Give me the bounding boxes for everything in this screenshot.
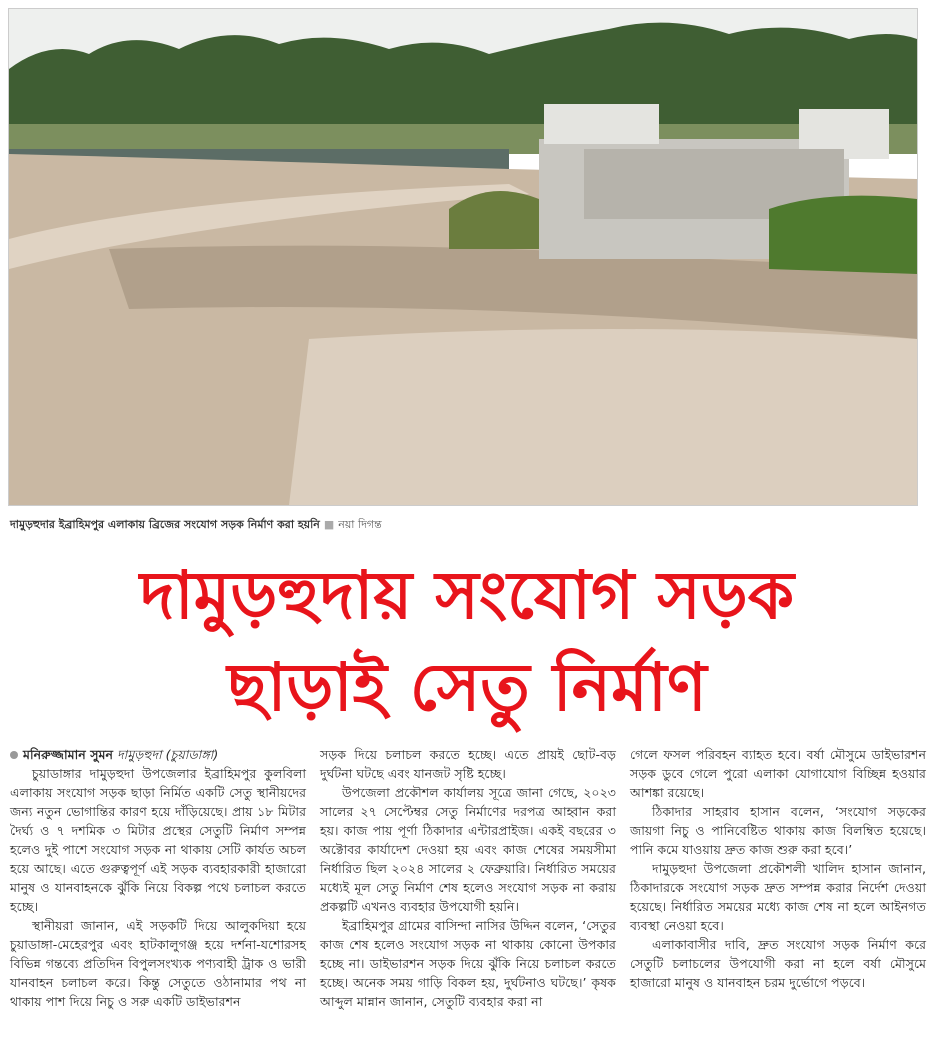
paragraph: ঠিকাদার সাহরাব হাসান বলেন, ‘সংযোগ সড়কের জায়গা নিচু ও পানিবেষ্টিত থাকায় কাজ বিলম্বিত হয়েছে। পানি কমে যাওয়ায় দ্রুত কাজ শুরু করা হবে।’ — [630, 804, 926, 857]
caption-text: দামুড়হুদার ইব্রাহিমপুর এলাকায় ব্রিজের সংযোগ সড়ক নির্মাণ করা হয়নি — [10, 518, 320, 531]
byline-place: দামুড়হুদা (চুয়াডাঙ্গা) — [117, 747, 219, 762]
byline-author: মনিরুজ্জামান সুমন — [23, 747, 114, 762]
bridge-photo-illustration — [9, 9, 917, 505]
paragraph: চুয়াডাঙ্গার দামুড়হুদা উপজেলার ইব্রাহিমপুর কুলবিলা এলাকায় সংযোগ সড়ক ছাড়া নির্মিত একটি সেতু স্থানীয়দের জন্য নতুন ভোগান্তির কারণ হয়ে দাঁড়িয়েছে। প্রায় ১৮ মিটার দৈর্ঘ্য ও ৭ দশমিক ৩ মিটার প্রস্থের সেতুটি নির্মাণ সম্পন্ন হলেও দুই পাশে সংযোগ সড়ক না থাকায় সেটি কার্যত অচল হয়ে আছে। এতে গুরুত্বপূর্ণ এই সড়ক ব্যবহারকারী হাজারো মানুষ ও যানবাহনকে ঝুঁকি নিয়ে বিকল্প পথে চলাচল করতে হচ্ছে। — [10, 766, 306, 914]
article-body — [10, 745, 926, 1011]
byline — [10, 745, 306, 764]
paragraph: এলাকাবাসীর দাবি, দ্রুত সংযোগ সড়ক নির্মাণ করে সেতুটি চলাচলের উপযোগী করা না হলে বর্ষা মৌসুমে হাজারো মানুষ ও যানবাহন চরম দুর্ভোগে পড়বে। — [630, 937, 926, 990]
photo-credit: নয়া দিগন্ত — [338, 518, 382, 531]
paragraph: দামুড়হুদা উপজেলা প্রকৌশলী খালিদ হাসান জানান, ঠিকাদারকে সংযোগ সড়ক দ্রুত সম্পন্ন করার নির্দেশ দেওয়া হয়েছে। নির্ধারিত সময়ের মধ্যে কাজ শেষ না হলে আইনগত ব্যবস্থা নেওয়া হবে। — [630, 861, 926, 933]
news-photo — [8, 8, 918, 506]
headline-line-2: ছাড়াই সেতু নির্মাণ — [227, 649, 707, 726]
paragraph: ইব্রাহিমপুর গ্রামের বাসিন্দা নাসির উদ্দিন বলেন, ‘সেতুর কাজ শেষ হলেও সংযোগ সড়ক না থাকায় কোনো উপকার হচ্ছে না। ডাইভারশন সড়ক দিয়ে ঝুঁকি নিয়ে চলাচল করতে হচ্ছে। অনেক সময় গাড়ি বিকল হয়, দুর্ঘটনাও ঘটছে।’ কৃষক আব্দুল মান্নান জানান, সেতুটি ব্যবহার করা না — [320, 918, 616, 1009]
paragraph: উপজেলা প্রকৌশল কার্যালয় সূত্রে জানা গেছে, ২০২৩ সালের ২৭ সেপ্টেম্বর সেতু নির্মাণের দরপত্র আহ্বান করা হয়। কাজ পায় পূর্ণা ঠিকাদার এন্টারপ্রাইজ। একই বছরের ৩ অক্টোবর কার্যাদেশ দেওয়া হয় এবং কাজ শেষের সময়সীমা নির্ধারিত ছিল ২০২৪ সালের ২ ফেব্রুয়ারি। নির্ধারিত সময়ের মধ্যেই মূল সেতু নির্মাণ শেষ হলেও সংযোগ সড়ক না করায় প্রকল্পটি এখনও ব্যবহার উপযোগী হয়নি। — [320, 785, 616, 914]
photo-caption — [10, 516, 382, 535]
paragraph-continued: গেলে ফসল পরিবহন ব্যাহত হবে। বর্ষা মৌসুমে ডাইভারশন সড়ক ডুবে গেলে পুরো এলাকা যোগাযোগ বিচ্ছিন্ন হওয়ার আশঙ্কা রয়েছে। — [630, 747, 926, 800]
bullet-icon — [10, 751, 18, 759]
article-column-1 — [10, 745, 306, 1011]
article-column-2 — [320, 745, 616, 1011]
headline — [0, 550, 934, 734]
paragraph: স্থানীয়রা জানান, এই সড়কটি দিয়ে আলুকদিয়া হয়ে চুয়াডাঙ্গা-মেহেরপুর এবং হাটকালুগঞ্জ হয়ে দর্শনা-যশোরসহ বিভিন্ন গন্তব্যে প্রতিদিন বিপুলসংখ্যক পণ্যবাহী ট্রাক ও ভারী যানবাহন চলাচল করে। কিন্তু সেতুতে ওঠানামার পথ না থাকায় পাশ দিয়ে নিচু ও সরু একটি ডাইভারশন — [10, 918, 306, 1009]
headline-line-1: দামুড়হুদায় সংযোগ সড়ক — [139, 557, 795, 634]
caption-separator: ■ — [323, 518, 335, 531]
article-column-3 — [630, 745, 926, 1011]
paragraph-continued: সড়ক দিয়ে চলাচল করতে হচ্ছে। এতে প্রায়ই ছোট-বড় দুর্ঘটনা ঘটছে এবং যানজট সৃষ্টি হচ্ছে। — [320, 747, 616, 781]
